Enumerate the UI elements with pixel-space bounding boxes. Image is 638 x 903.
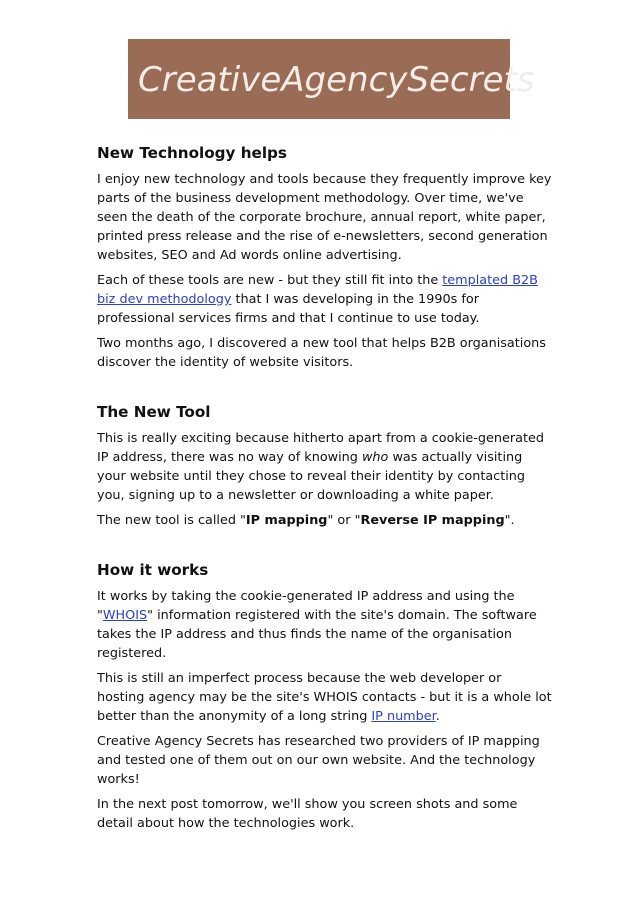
link-templated-methodology[interactable]: templated B2B biz dev methodology xyxy=(97,273,538,307)
brand-word-agency: Agency xyxy=(281,60,408,100)
brand-banner xyxy=(128,39,535,119)
heading-new-tool: The New Tool xyxy=(97,403,211,421)
text-segment: . xyxy=(435,709,440,724)
article-body xyxy=(97,140,552,839)
text-segment: ". xyxy=(504,513,515,528)
paragraph-really-exciting xyxy=(97,429,552,505)
paragraph-tool-name xyxy=(97,511,552,530)
brand-logo xyxy=(128,39,535,119)
emphasis-who: who xyxy=(361,450,389,465)
link-ip-number[interactable]: IP number xyxy=(371,709,436,724)
section-how-it-works xyxy=(97,559,552,833)
paragraph-imperfect-process xyxy=(97,669,552,726)
paragraph-works-by-taking xyxy=(97,587,552,663)
heading-how-it-works: How it works xyxy=(97,561,209,579)
paragraph-enjoy-new-technology: I enjoy new technology and tools because they frequently improve key parts of the business development methodology. Over time, we've seen the death of the corporate brochure, annual report, white paper, printed press release and the rise of e-newsletters, second generation websites, SEO and Ad words online advertising. xyxy=(97,172,552,263)
paragraph-researched-providers: Creative Agency Secrets has researched two providers of IP mapping and tested one of them out on our own website. And the technology works! xyxy=(97,734,540,787)
section-new-tool xyxy=(97,401,552,530)
text-segment: This is really exciting because hitherto apart from a cookie-generated IP address, there was no way of knowing xyxy=(97,431,545,465)
brand-logo-text xyxy=(138,60,535,100)
paragraph-tools-are-new xyxy=(97,271,552,328)
text-segment: This is still an imperfect process because the web developer or hosting agency may be the site's WHOIS contacts - but it is a whole lot better than the anonymity of a long string xyxy=(97,671,552,724)
brand-word-secrets: Secrets xyxy=(407,60,535,100)
brand-word-creative: Creative xyxy=(138,60,282,100)
text-segment: " or " xyxy=(327,513,361,528)
paragraph-two-months-ago: Two months ago, I discovered a new tool that helps B2B organisations discover the identity of website visitors. xyxy=(97,336,546,370)
link-whois[interactable]: WHOIS xyxy=(102,608,148,623)
paragraph-next-post: In the next post tomorrow, we'll show you screen shots and some detail about how the technologies work. xyxy=(97,797,518,831)
text-segment: Each of these tools are new - but they still fit into the xyxy=(97,273,443,288)
term-reverse-ip-mapping: Reverse IP mapping xyxy=(360,513,505,528)
text-segment: It works by taking the cookie-generated IP address and using the " xyxy=(97,589,515,623)
term-ip-mapping: IP mapping xyxy=(245,513,328,528)
text-segment: that I was developing in the 1990s for professional services firms and that I continue to use today. xyxy=(97,292,480,326)
text-segment: was actually visiting your website until they chose to reveal their identity by contacting you, signing up to a newsletter or downloading a white paper. xyxy=(97,450,526,503)
heading-new-technology: New Technology helps xyxy=(97,144,287,162)
text-segment: The new tool is called " xyxy=(97,513,246,528)
text-segment: " information registered with the site's domain. The software takes the IP address and thus finds the name of the organisation registered. xyxy=(97,608,537,661)
section-new-technology xyxy=(97,142,552,372)
